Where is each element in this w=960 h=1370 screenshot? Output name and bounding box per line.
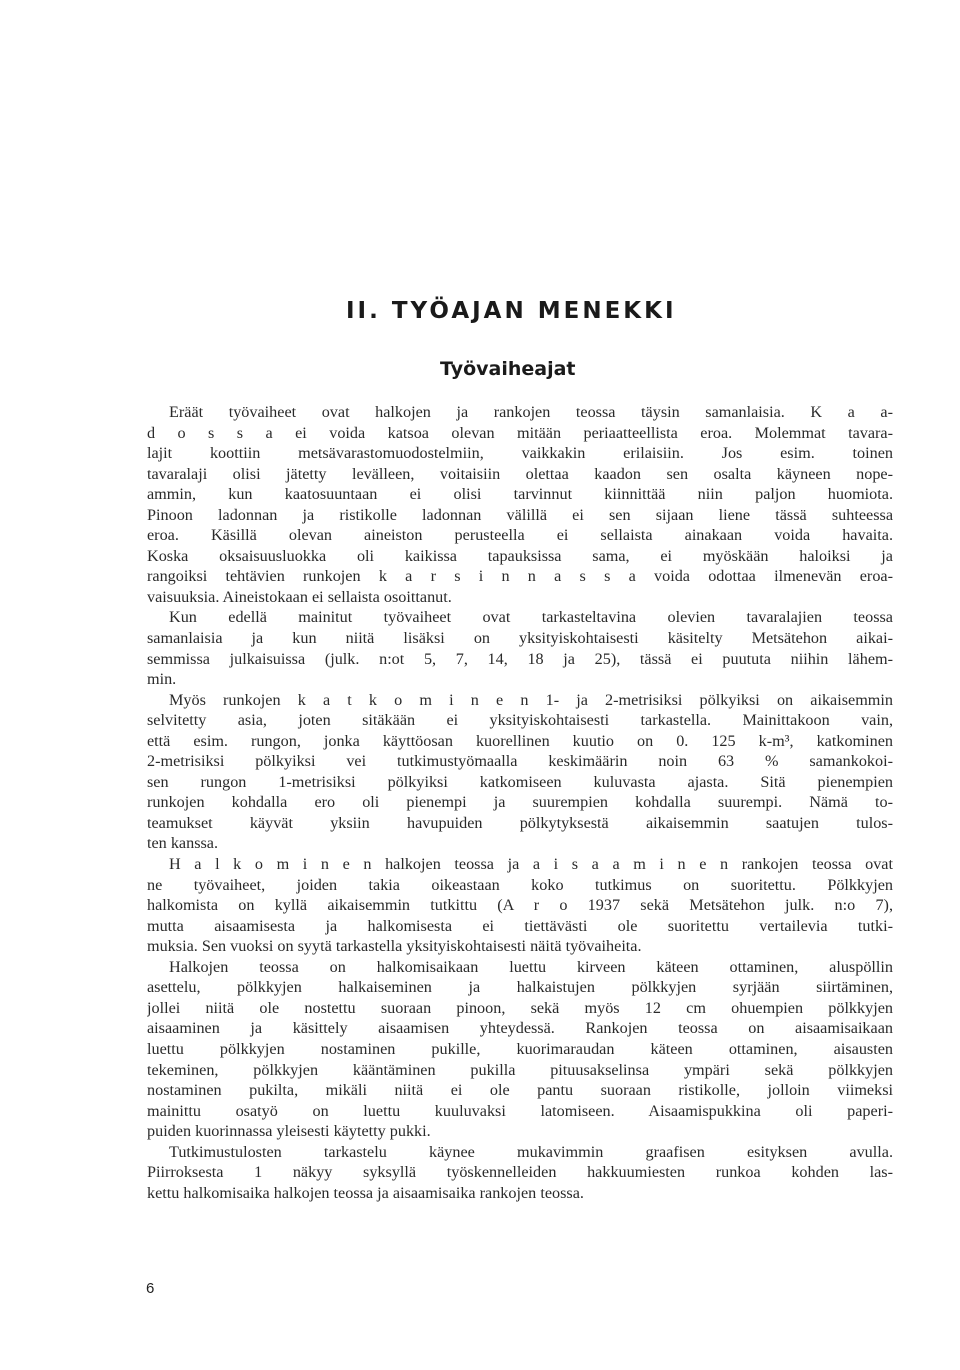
text-line: samanlaisia ja kun niitä lisäksi on yksityiskohtaisesti käsitelty Metsätehon aikai- bbox=[147, 629, 893, 648]
text-line: luettu pölkkyjen nostaminen pukille, kuorimaraudan käteen ottaminen, aisausten bbox=[147, 1039, 893, 1058]
text-line: lajit koottiin metsävarastomuodostelmiin, vaikkakin erilaisiin. Jos esim. toinen bbox=[147, 444, 893, 463]
text-line: Myös runkojen k a t k o m i n e n 1- ja 2-metrisiksi pölkyiksi on aikaisemmin bbox=[169, 690, 893, 709]
page-number: 6 bbox=[146, 1280, 155, 1297]
text-line: min. bbox=[147, 670, 177, 689]
text-line: rangoiksi tehtävien runkojen k a r s i n n a s s a voida odottaa ilmenevän eroa- bbox=[147, 567, 893, 586]
text-line: mutta aisaamisesta ja halkomisesta ei tiettävästi ole suoritettu vertailevia tutki- bbox=[147, 916, 893, 935]
body-text bbox=[147, 402, 893, 1203]
text-line: ten kanssa. bbox=[147, 834, 219, 853]
chapter-title: II. TYÖAJAN MENEKKI bbox=[346, 298, 677, 324]
text-line: mainittu osatyö on luettu kuuluvaksi latomiseen. Aisaamispukkina oli paperi- bbox=[147, 1101, 893, 1120]
text-line: H a l k o m i n e n halkojen teossa ja a i s a a m i n e n rankojen teossa ovat bbox=[169, 855, 893, 874]
text-line: nostaminen pukilta, mikäli niitä ei ole pantu suoraan ristikolle, jolloin viimeksi bbox=[147, 1081, 893, 1100]
paragraph bbox=[147, 690, 893, 854]
text-line: ne työvaiheet, joiden takia oikeastaan koko tutkimus on suoritettu. Pölkkyjen bbox=[147, 875, 893, 894]
text-line: halkomista on kyllä aikaisemmin tutkittu (A r o 1937 sekä Metsätehon julk. n:o 7), bbox=[147, 896, 893, 915]
paragraph bbox=[147, 957, 893, 1142]
paragraph bbox=[147, 854, 893, 957]
text-line: Piirroksesta 1 näkyy syksyllä työskennelleiden hakkuumiesten runkoa kohden las- bbox=[147, 1163, 893, 1182]
text-line: Pinoon ladonnan ja ristikolle ladonnan välillä ei sen sijaan liene tässä suhteessa bbox=[147, 505, 893, 524]
text-line: selvitetty asia, joten sitäkään ei yksityiskohtaisesti tarkastella. Mainittakoon vain, bbox=[147, 711, 893, 730]
text-line: Koska oksaisuusluokka oli kaikissa tapauksissa sama, ei myöskään haloiksi ja bbox=[147, 546, 893, 565]
text-line: että esim. rungon, jonka käyttöosan kuorellinen kuutio on 0. 125 k-m³, katkominen bbox=[147, 731, 893, 750]
text-line: eroa. Käsillä olevan aineiston perusteella ei sellaista ainakaan voida havaita. bbox=[147, 526, 893, 545]
text-line: Halkojen teossa on halkomisaikaan luettu kirveen käteen ottaminen, aluspöllin bbox=[169, 957, 893, 976]
text-line: 2-metrisiksi pölkyiksi vei tutkimustyömaalla keskimäärin noin 63 % samankokoi- bbox=[147, 752, 893, 771]
text-line: asettelu, pölkkyjen halkaiseminen ja halkaistujen pölkkyjen syrjään siirtäminen, bbox=[147, 978, 893, 997]
text-line: d o s s a ei voida katsoa olevan mitään periaatteellista eroa. Molemmat tavara- bbox=[147, 423, 893, 442]
text-line: vaisuuksia. Aineistokaan ei sellaista osoittanut. bbox=[147, 587, 452, 606]
text-line: jollei niitä ole nostettu suoraan pinoon, sekä myös 12 cm ohuempien pölkkyjen bbox=[147, 998, 893, 1017]
text-line: Eräät työvaiheet ovat halkojen ja rankojen teossa täysin samanlaisia. K a a- bbox=[169, 403, 893, 421]
text-line: tavaralaji olisi jätetty levälleen, voitaisiin olettaa kaadon sen osalta käyneen nope- bbox=[147, 464, 893, 483]
paragraph bbox=[147, 607, 893, 689]
text-line: Kun edellä mainitut työvaiheet ovat tarkasteltavina olevien tavaralajien teossa bbox=[169, 608, 893, 627]
text-line: tekeminen, pölkkyjen kääntäminen pukilla pituusakselinsa ympäri sekä pölkkyjen bbox=[147, 1060, 893, 1079]
text-line: kettu halkomisaika halkojen teossa ja aisaamisaika rankojen teossa. bbox=[147, 1183, 584, 1202]
text-line: puiden kuorinnassa yleisesti käytetty pukki. bbox=[147, 1122, 431, 1141]
section-title: Työvaiheajat bbox=[440, 358, 576, 380]
paragraph bbox=[147, 1142, 893, 1204]
text-line: ammin, kun kaatosuuntaan ei olisi tarvinnut kiinnittää niin paljon huomiota. bbox=[147, 485, 893, 504]
text-line: semmissa julkaisuissa (julk. n:ot 5, 7, 14, 18 ja 25), tässä ei puututa niihin lähem- bbox=[147, 649, 893, 668]
text-line: teamukset käyvät yksiin havupuiden pölkytyksestä aikaisemmin saatujen tulos- bbox=[147, 813, 893, 832]
text-line: runkojen kohdalla ero oli pienempi ja suurempien kohdalla suurempi. Nämä to- bbox=[147, 793, 893, 812]
text-line: muksia. Sen vuoksi on syytä tarkastella yksityiskohtaisesti näitä työvaiheita. bbox=[147, 937, 642, 956]
paragraph bbox=[147, 402, 893, 607]
text-line: Tutkimustulosten tarkastelu käynee mukavimmin graafisen esityksen avulla. bbox=[169, 1142, 893, 1161]
text-line: sen rungon 1-metrisiksi pölkyiksi katkomiseen kuluvasta ajasta. Sitä pienempien bbox=[147, 772, 893, 791]
text-line: aisaaminen ja käsittely aisaamisen yhteydessä. Rankojen teossa on aisaamisaikaan bbox=[147, 1019, 893, 1038]
